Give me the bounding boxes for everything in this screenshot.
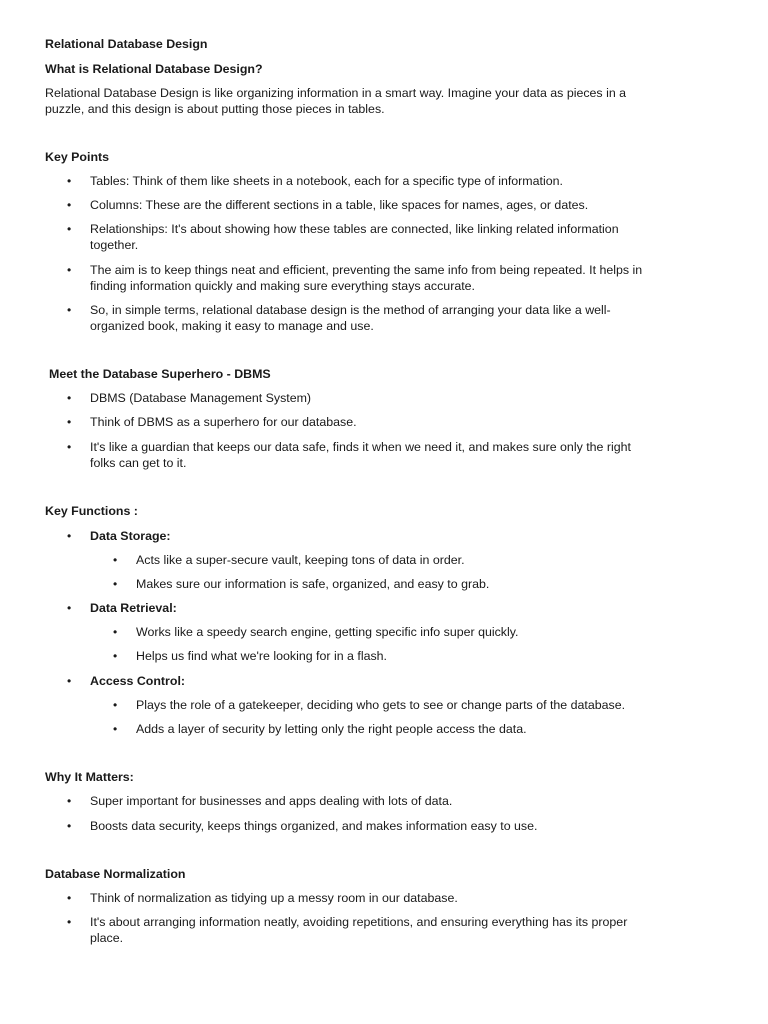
- key-point-5-line-2: organized book, making it easy to manage and use.: [90, 319, 374, 333]
- bullet-icon: •: [67, 440, 72, 454]
- bullet-icon: •: [67, 601, 72, 615]
- key-point-3-line-1: Relationships: It's about showing how these tables are connected, like linking related information: [90, 222, 619, 236]
- intro-line-1: Relational Database Design is like organizing information in a smart way. Imagine your data as pieces in a: [45, 86, 627, 100]
- retrieval-item-2: Helps us find what we're looking for in a flash.: [136, 649, 387, 663]
- dbms-item-3-line-2: folks can get to it.: [90, 456, 187, 470]
- function-data-storage: Data Storage:: [90, 529, 171, 543]
- key-point-4-line-2: finding information quickly and making sure everything stays accurate.: [90, 279, 475, 293]
- bullet-icon: •: [67, 915, 72, 929]
- bullet-icon: •: [67, 415, 72, 429]
- key-point-3-line-2: together.: [90, 238, 139, 252]
- function-data-retrieval: Data Retrieval:: [90, 601, 177, 615]
- bullet-icon: •: [67, 819, 72, 833]
- retrieval-item-1: Works like a speedy search engine, getting specific info super quickly.: [136, 625, 519, 639]
- bullet-icon: •: [67, 391, 72, 405]
- bullet-icon: •: [113, 722, 118, 736]
- key-point-5-line-1: So, in simple terms, relational database design is the method of arranging your data like a well-: [90, 303, 611, 317]
- bullet-icon: •: [67, 529, 72, 543]
- storage-item-1: Acts like a super-secure vault, keeping tons of data in order.: [136, 553, 465, 567]
- bullet-icon: •: [67, 198, 72, 212]
- section-question: What is Relational Database Design?: [45, 62, 263, 76]
- why-item-1: Super important for businesses and apps dealing with lots of data.: [90, 794, 453, 808]
- norm-item-2-line-1: It's about arranging information neatly, avoiding repetitions, and ensuring everything has its proper: [90, 915, 628, 929]
- bullet-icon: •: [113, 577, 118, 591]
- normalization-heading: Database Normalization: [45, 867, 186, 881]
- why-item-2: Boosts data security, keeps things organized, and makes information easy to use.: [90, 819, 538, 833]
- bullet-icon: •: [113, 553, 118, 567]
- key-functions-heading: Key Functions :: [45, 504, 138, 518]
- why-heading: Why It Matters:: [45, 770, 134, 784]
- bullet-icon: •: [67, 263, 72, 277]
- bullet-icon: •: [67, 174, 72, 188]
- key-point-4-line-1: The aim is to keep things neat and efficient, preventing the same info from being repeated. It helps in: [90, 263, 643, 277]
- bullet-icon: •: [67, 674, 72, 688]
- bullet-icon: •: [67, 891, 72, 905]
- norm-item-1: Think of normalization as tidying up a messy room in our database.: [90, 891, 458, 905]
- bullet-icon: •: [113, 698, 118, 712]
- storage-item-2: Makes sure our information is safe, organized, and easy to grab.: [136, 577, 490, 591]
- access-item-1: Plays the role of a gatekeeper, deciding who gets to see or change parts of the database.: [136, 698, 626, 712]
- bullet-icon: •: [67, 794, 72, 808]
- key-point-2: Columns: These are the different sections in a table, like spaces for names, ages, or dates.: [90, 198, 589, 212]
- dbms-heading: Meet the Database Superhero - DBMS: [49, 367, 271, 381]
- bullet-icon: •: [113, 625, 118, 639]
- function-access-control: Access Control:: [90, 674, 186, 688]
- key-point-1: Tables: Think of them like sheets in a notebook, each for a specific type of information.: [90, 174, 563, 188]
- key-points-heading: Key Points: [45, 150, 110, 164]
- dbms-item-3-line-1: It's like a guardian that keeps our data safe, finds it when we need it, and makes sure only the right: [90, 440, 631, 454]
- bullet-icon: •: [113, 649, 118, 663]
- document-title: Relational Database Design: [45, 37, 208, 51]
- norm-item-2-line-2: place.: [90, 931, 124, 945]
- dbms-item-1: DBMS (Database Management System): [90, 391, 312, 405]
- dbms-item-2: Think of DBMS as a superhero for our database.: [90, 415, 357, 429]
- bullet-icon: •: [67, 222, 72, 236]
- intro-line-2: puzzle, and this design is about putting those pieces in tables.: [45, 102, 385, 116]
- bullet-icon: •: [67, 303, 72, 317]
- access-item-2: Adds a layer of security by letting only the right people access the data.: [136, 722, 527, 736]
